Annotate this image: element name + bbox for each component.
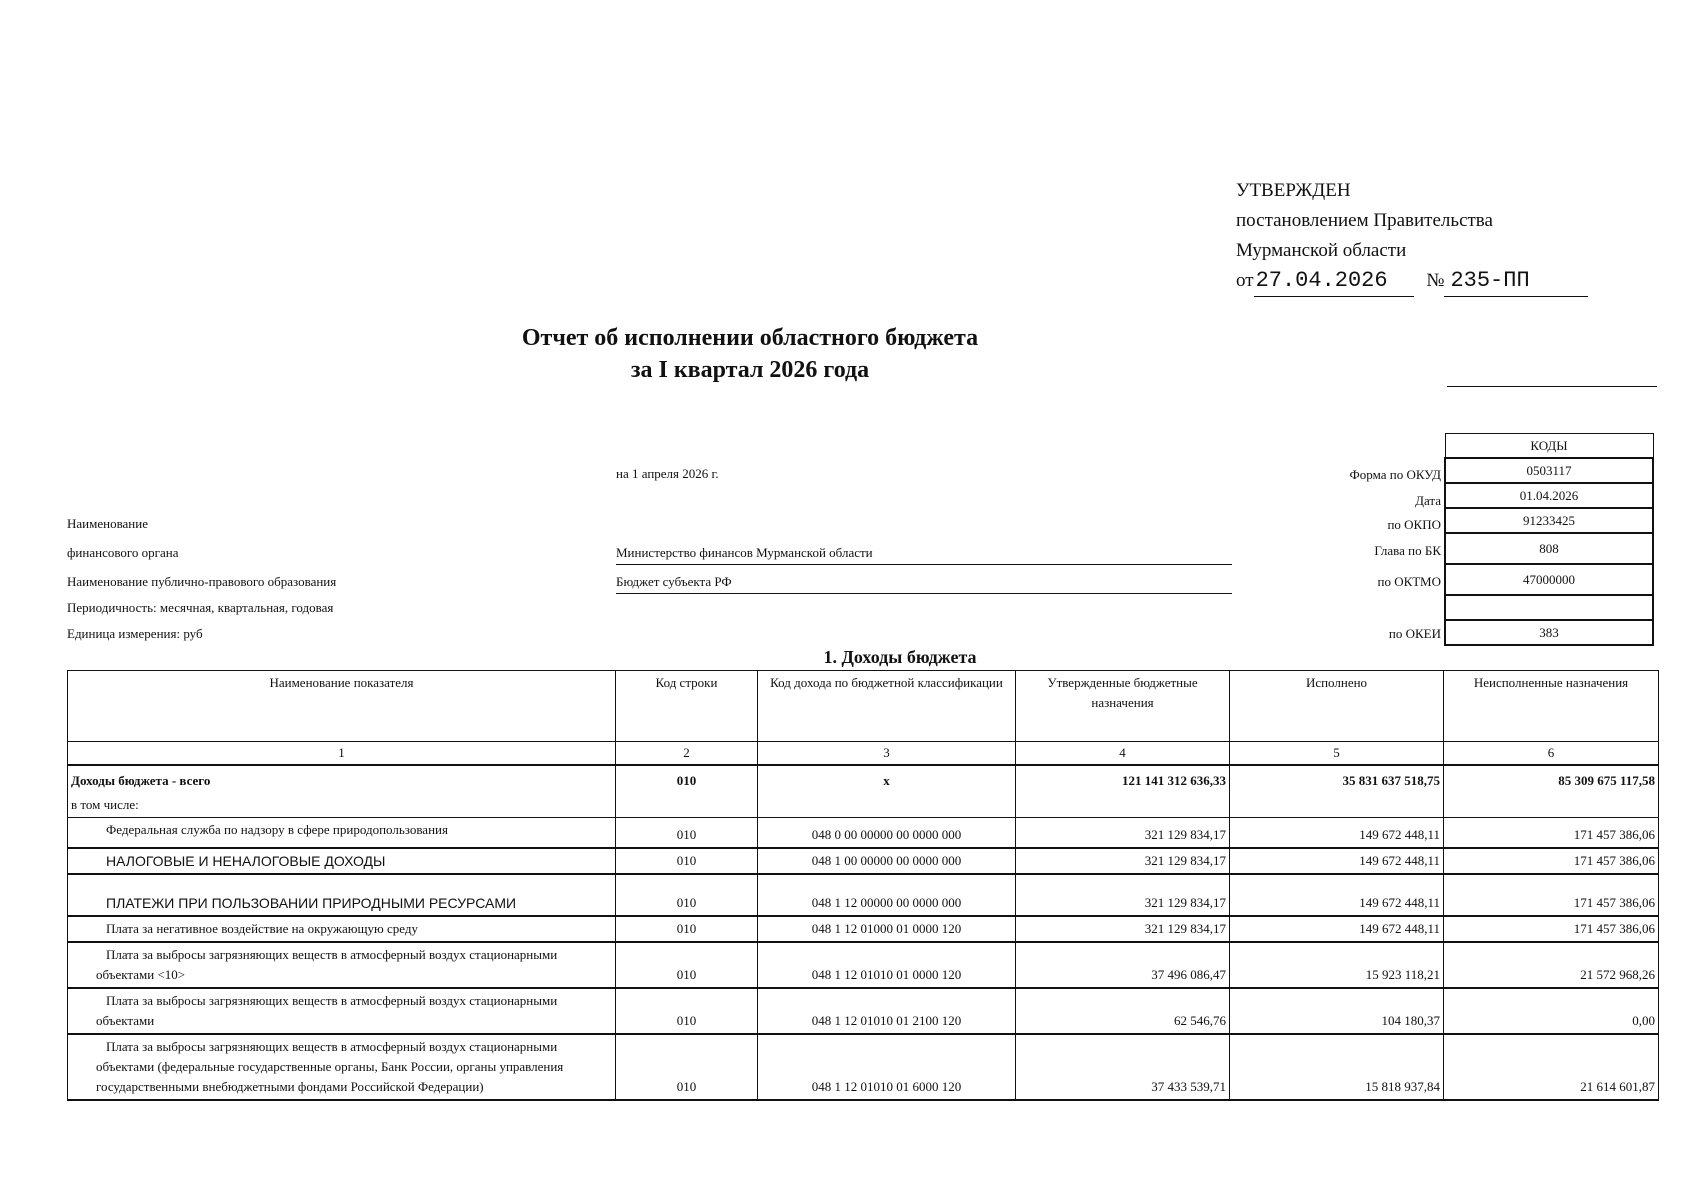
row-approved: 321 129 834,17 (1016, 848, 1230, 874)
row-name: Доходы бюджета - всего (68, 765, 616, 793)
periodicity: Периодичность: месячная, квартальная, годовая (67, 600, 334, 615)
fin-body-underline (616, 564, 1232, 565)
approval-date-line (1236, 266, 1588, 297)
row-income-code: x (758, 765, 1016, 793)
table-row (68, 818, 1659, 848)
report-title-line1: Отчет об исполнении областного бюджета (521, 325, 979, 351)
row-line-code: 010 (616, 1034, 758, 1100)
table-row (68, 1034, 1659, 1100)
row-line-code: 010 (616, 818, 758, 848)
col-header-executed: Исполнено (1230, 671, 1444, 742)
code-label-okpo: по ОКПО (1387, 517, 1441, 532)
approval-line2: постановлением Правительства (1236, 210, 1493, 231)
row-unexecuted: 0,00 (1444, 988, 1659, 1034)
row-name: Плата за негативное воздействие на окружающую среду (68, 916, 616, 942)
row-name: ПЛАТЕЖИ ПРИ ПОЛЬЗОВАНИИ ПРИРОДНЫМИ РЕСУРСАМИ (68, 874, 616, 916)
row-executed: 104 180,37 (1230, 988, 1444, 1034)
table-row (68, 874, 1659, 916)
row-unexecuted: 171 457 386,06 (1444, 916, 1659, 942)
codes-title: КОДЫ (1445, 434, 1653, 459)
fin-body-label-1: Наименование (67, 516, 148, 531)
col-header-approved: Утвержденные бюджетные назначения (1016, 671, 1230, 742)
row-approved: 321 129 834,17 (1016, 818, 1230, 848)
table-row (68, 765, 1659, 793)
code-okpo: 91233425 (1445, 508, 1653, 533)
table-row (68, 916, 1659, 942)
ppo-label: Наименование публично-правового образования (67, 574, 337, 589)
row-income-code: 048 1 12 00000 00 0000 000 (758, 874, 1016, 916)
code-label-date: Дата (1415, 493, 1441, 508)
col-number: 1 (68, 742, 616, 766)
code-oktmo: 47000000 (1445, 564, 1653, 595)
unit: Единица измерения: руб (67, 626, 203, 641)
row-name: Федеральная служба по надзору в сфере природопользования (68, 818, 616, 848)
row-unexecuted: 171 457 386,06 (1444, 874, 1659, 916)
row-line-code: 010 (616, 848, 758, 874)
row-income-code: 048 1 12 01010 01 0000 120 (758, 942, 1016, 988)
row-unexecuted: 171 457 386,06 (1444, 818, 1659, 848)
row-unexecuted: 21 614 601,87 (1444, 1034, 1659, 1100)
row-line-code: 010 (616, 988, 758, 1034)
row-unexecuted: 21 572 968,26 (1444, 942, 1659, 988)
table-header-row (68, 671, 1659, 742)
row-approved: 37 496 086,47 (1016, 942, 1230, 988)
row-name: Плата за выбросы загрязняющих веществ в атмосферный воздух стационарными объектами <10> (68, 942, 616, 988)
col-number: 4 (1016, 742, 1230, 766)
col-header-name: Наименование показателя (68, 671, 616, 742)
row-executed: 149 672 448,11 (1230, 916, 1444, 942)
ppo-underline (616, 593, 1232, 594)
column-numbers-row (68, 742, 1659, 766)
approval-from-prefix: от (1236, 270, 1254, 291)
approval-number: 235-ПП (1444, 266, 1588, 297)
code-label-oktmo: по ОКТМО (1377, 574, 1441, 589)
table-row (68, 848, 1659, 874)
report-title-line2: за I квартал 2026 года (630, 357, 870, 383)
col-number: 3 (758, 742, 1016, 766)
ppo-value: Бюджет субъекта РФ (616, 574, 732, 589)
approval-number-prefix: № (1426, 270, 1445, 291)
table-row (68, 793, 1659, 818)
col-header-line: Код строки (616, 671, 758, 742)
revenue-table (67, 670, 1659, 1101)
code-label-glava: Глава по БК (1374, 543, 1441, 558)
row-income-code: 048 1 12 01010 01 2100 120 (758, 988, 1016, 1034)
row-income-code: 048 1 12 01000 01 0000 120 (758, 916, 1016, 942)
col-header-code: Код дохода по бюджетной классификации (758, 671, 1016, 742)
row-name: НАЛОГОВЫЕ И НЕНАЛОГОВЫЕ ДОХОДЫ (68, 848, 616, 874)
row-income-code: 048 1 00 00000 00 0000 000 (758, 848, 1016, 874)
col-header-unexecuted: Неисполненные назначения (1444, 671, 1659, 742)
row-unexecuted: 171 457 386,06 (1444, 848, 1659, 874)
codes-box (1444, 433, 1654, 646)
approval-block (1236, 176, 1588, 297)
code-empty (1445, 595, 1653, 620)
section-title: 1. Доходы бюджета (823, 647, 977, 667)
code-glava: 808 (1445, 533, 1653, 564)
approval-line1: УТВЕРЖДЕН (1236, 180, 1351, 201)
fin-body-value: Министерство финансов Мурманской области (616, 545, 873, 560)
row-approved: 321 129 834,17 (1016, 916, 1230, 942)
table-row (68, 942, 1659, 988)
table-row (68, 988, 1659, 1034)
row-executed: 149 672 448,11 (1230, 848, 1444, 874)
row-executed: 149 672 448,11 (1230, 874, 1444, 916)
report-title (300, 322, 1200, 386)
row-name: Плата за выбросы загрязняющих веществ в атмосферный воздух стационарными объектами (68, 988, 616, 1034)
row-executed: 15 923 118,21 (1230, 942, 1444, 988)
as-of-date: на 1 апреля 2026 г. (616, 466, 719, 481)
row-approved: 121 141 312 636,33 (1016, 765, 1230, 793)
col-number: 6 (1444, 742, 1659, 766)
row-executed: 149 672 448,11 (1230, 818, 1444, 848)
col-number: 2 (616, 742, 758, 766)
code-okud: 0503117 (1445, 458, 1653, 483)
row-approved: 62 546,76 (1016, 988, 1230, 1034)
row-line-code: 010 (616, 942, 758, 988)
col-number: 5 (1230, 742, 1444, 766)
row-unexecuted: 85 309 675 117,58 (1444, 765, 1659, 793)
divider-line (1447, 386, 1657, 387)
row-income-code: 048 1 12 01010 01 6000 120 (758, 1034, 1016, 1100)
row-name: в том числе: (68, 793, 616, 818)
fin-body-label-2: финансового органа (67, 545, 179, 560)
row-approved: 321 129 834,17 (1016, 874, 1230, 916)
row-executed: 35 831 637 518,75 (1230, 765, 1444, 793)
row-line-code: 010 (616, 874, 758, 916)
code-label-okud: Форма по ОКУД (1349, 467, 1441, 482)
code-date: 01.04.2026 (1445, 483, 1653, 508)
approval-date: 27.04.2026 (1254, 266, 1414, 297)
row-executed: 15 818 937,84 (1230, 1034, 1444, 1100)
approval-line3: Мурманской области (1236, 240, 1407, 261)
row-approved: 37 433 539,71 (1016, 1034, 1230, 1100)
row-line-code: 010 (616, 765, 758, 793)
code-okei: 383 (1445, 620, 1653, 645)
row-name: Плата за выбросы загрязняющих веществ в атмосферный воздух стационарными объектами (федеральные государственные органы, Банк России, органы управления государственными внебюджетными фондами Российской Федерации) (68, 1034, 616, 1100)
row-line-code: 010 (616, 916, 758, 942)
row-income-code: 048 0 00 00000 00 0000 000 (758, 818, 1016, 848)
code-label-okei: по ОКЕИ (1388, 626, 1441, 641)
